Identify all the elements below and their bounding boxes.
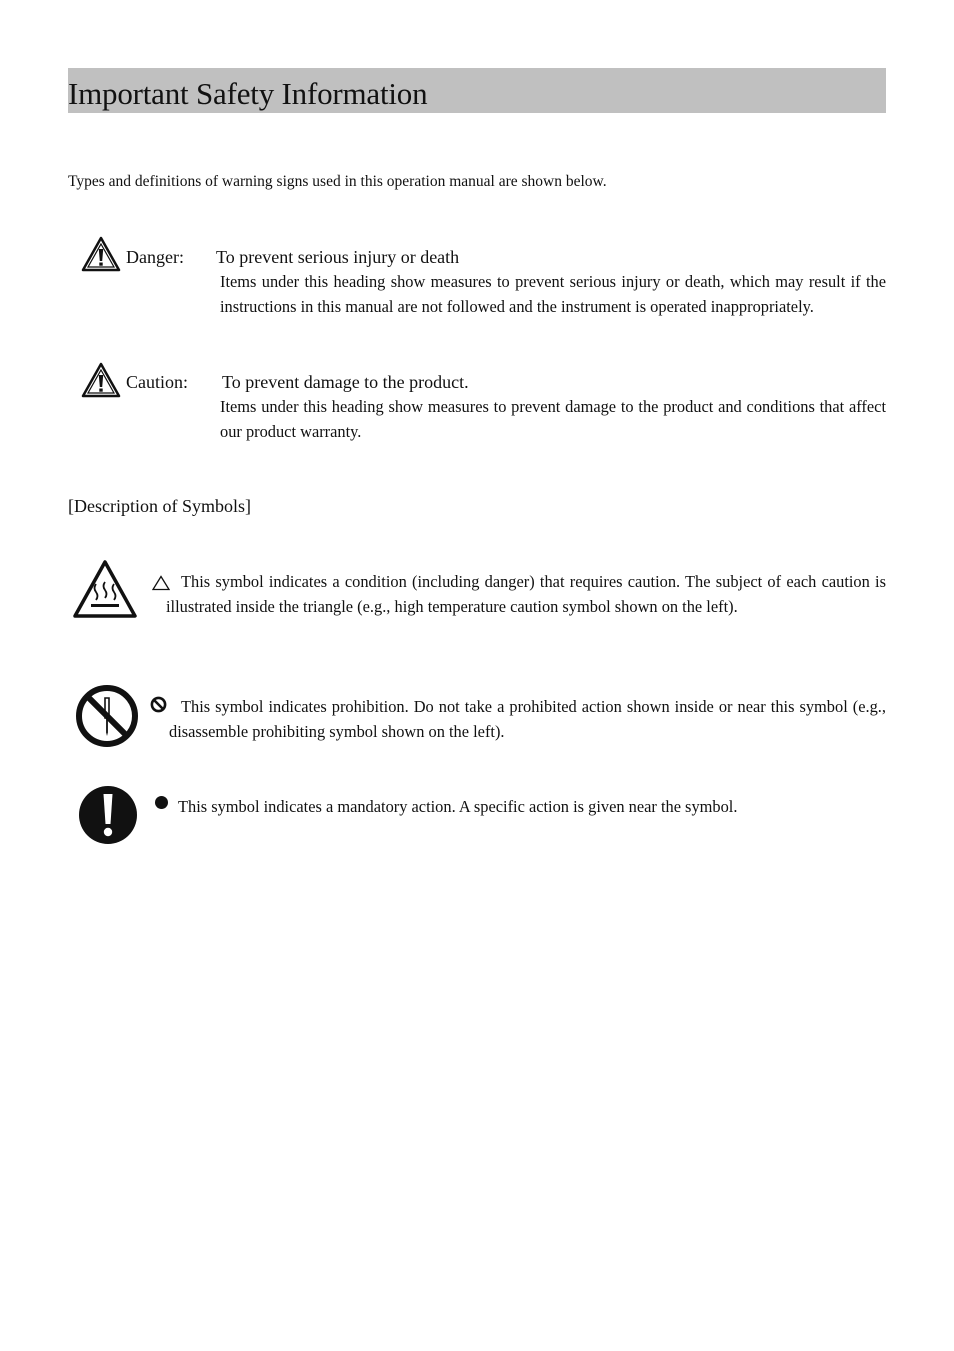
mandatory-symbol-description: This symbol indicates a mandatory action. A specific action is given near the symbol. — [178, 797, 738, 816]
warning-triangle-icon — [81, 362, 121, 402]
high-temperature-caution-icon — [72, 559, 138, 623]
warning-triangle-icon — [81, 236, 121, 276]
disassemble-prohibited-icon — [75, 684, 139, 752]
caution-body: Items under this heading show measures to prevent damage to the product and conditions that affect our product warranty. — [220, 397, 886, 441]
prohibition-icon — [150, 696, 167, 717]
caution-symbol-description: This symbol indicates a condition (including danger) that requires caution. The subject of each caution is illustrated inside the triangle (e.g., high temperature caution symbol shown on the left). — [166, 572, 886, 616]
prohibition-symbol-description: This symbol indicates prohibition. Do not take a prohibited action shown inside or near this symbol (e.g., disassemble prohibiting symbol shown on the left). — [169, 697, 886, 741]
page-title: Important Safety Information — [68, 76, 428, 111]
caution-label: Caution: — [126, 372, 188, 392]
mandatory-action-icon — [78, 784, 138, 850]
symbols-heading: [Description of Symbols] — [68, 496, 251, 516]
filled-circle-icon — [154, 795, 169, 814]
danger-heading: To prevent serious injury or death — [216, 247, 460, 267]
danger-label: Danger: — [126, 247, 184, 267]
intro-text: Types and definitions of warning signs used in this operation manual are shown below. — [68, 173, 607, 190]
caution-heading: To prevent damage to the product. — [222, 372, 469, 392]
danger-body: Items under this heading show measures to prevent serious injury or death, which may result if the instructions in this manual are not followed and the instrument is operated inappropriately. — [220, 272, 886, 316]
